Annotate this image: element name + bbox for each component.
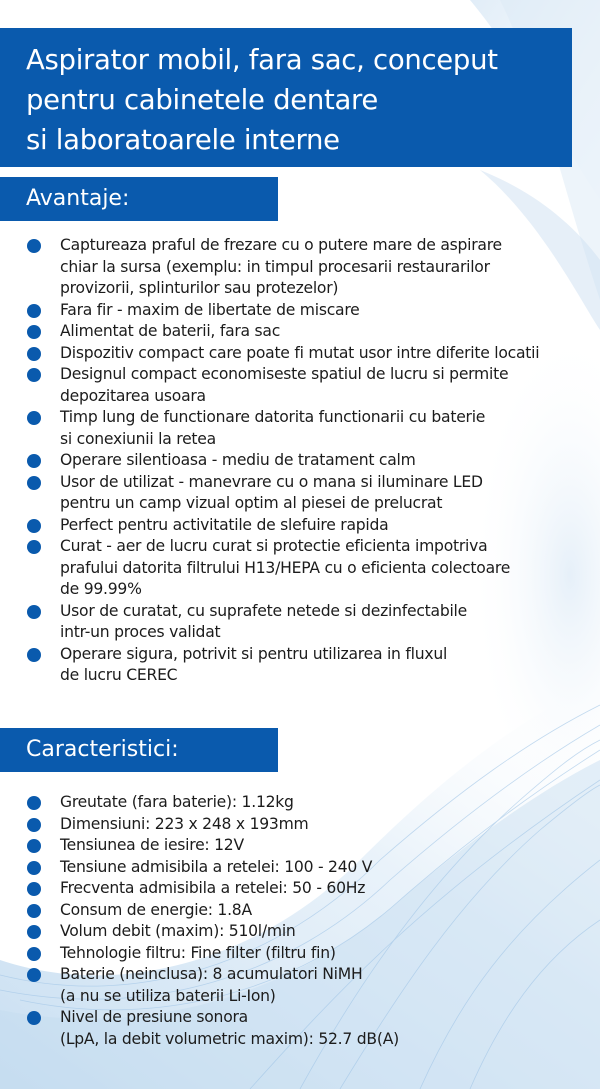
bullet-icon	[27, 947, 41, 961]
bullet-icon	[27, 648, 41, 662]
item-text: (LpA, la debit volumetric maxim): 52.7 dB(A)	[60, 1029, 399, 1048]
bullet-icon	[27, 411, 41, 425]
item-text: Captureaza praful de frezare cu o putere mare de aspirare	[60, 236, 502, 254]
section-heading-label: Avantaje:	[26, 186, 130, 211]
item-text: Usor de utilizat - manevrare cu o mana si iluminare LED	[60, 472, 483, 491]
title-line: pentru cabinetele dentare	[26, 84, 379, 116]
item-text: Greutate (fara baterie): 1.12kg	[60, 793, 294, 811]
bullet-icon	[27, 540, 41, 554]
bullet-icon	[27, 454, 41, 468]
item-text: Baterie (neinclusa): 8 acumulatori NiMH	[60, 965, 363, 983]
item-text: (a nu se utiliza baterii Li-Ion)	[60, 986, 276, 1005]
title-line: Aspirator mobil, fara sac, conceput	[26, 44, 498, 76]
list-item	[0, 943, 399, 965]
item-text: si conexiunii la retea	[60, 429, 216, 448]
item-text: depozitarea usoara	[60, 386, 206, 405]
list-item	[0, 835, 399, 857]
bullet-icon	[27, 861, 41, 875]
list-item	[0, 321, 539, 343]
bullet-icon	[27, 968, 41, 982]
item-text: Frecventa admisibila a retelei: 50 - 60Hz	[60, 879, 366, 897]
bullet-icon	[27, 796, 41, 810]
item-text: Volum debit (maxim): 510l/min	[60, 922, 296, 940]
bullet-icon	[27, 476, 41, 490]
list-item	[0, 472, 539, 515]
list-item	[0, 900, 399, 922]
list-item	[0, 343, 539, 365]
item-text: Tensiune admisibila a retelei: 100 - 240 V	[60, 857, 373, 876]
item-text: Tehnologie filtru: Fine filter (filtru fin)	[60, 943, 336, 962]
item-text: de lucru CEREC	[60, 666, 178, 684]
list-item	[0, 300, 539, 322]
bullet-icon	[27, 325, 41, 339]
bullet-icon	[27, 925, 41, 939]
item-text: Alimentat de baterii, fara sac	[60, 322, 281, 340]
bullet-icon	[27, 347, 41, 361]
bullet-icon	[27, 904, 41, 918]
bullet-icon	[27, 882, 41, 896]
list-item	[0, 601, 539, 644]
item-text: Consum de energie: 1.8A	[60, 900, 252, 919]
section-heading-specifications	[0, 728, 278, 772]
title-line: si laboratoarele interne	[26, 124, 340, 156]
item-text: intr-un proces validat	[60, 623, 221, 641]
list-item	[0, 964, 399, 1007]
bullet-icon	[27, 839, 41, 853]
bullet-icon	[27, 368, 41, 382]
item-text: Perfect pentru activitatile de slefuire rapida	[60, 515, 389, 534]
advantages-list	[0, 235, 539, 687]
list-item	[0, 364, 539, 407]
list-item	[0, 515, 539, 537]
list-item	[0, 536, 539, 601]
item-text: Designul compact economiseste spatiul de lucru si permite	[60, 365, 509, 383]
item-text: Timp lung de functionare datorita functionarii cu baterie	[60, 408, 486, 426]
list-item	[0, 857, 399, 879]
list-item	[0, 878, 399, 900]
item-text: Operare silentioasa - mediu de tratament calm	[60, 451, 416, 469]
list-item	[0, 450, 539, 472]
item-text: Tensiunea de iesire: 12V	[60, 836, 244, 854]
specifications-list	[0, 792, 399, 1050]
item-text: pentru un camp vizual optim al piesei de prelucrat	[60, 494, 443, 512]
list-item	[0, 407, 539, 450]
bullet-icon	[27, 605, 41, 619]
list-item	[0, 644, 539, 687]
item-text: Dimensiuni: 223 x 248 x 193mm	[60, 814, 309, 833]
list-item	[0, 792, 399, 814]
title-banner	[0, 28, 572, 167]
bullet-icon	[27, 519, 41, 533]
bullet-icon	[27, 304, 41, 318]
list-item	[0, 235, 539, 300]
list-item	[0, 814, 399, 836]
item-text: prafului datorita filtrului H13/HEPA cu o eficienta colectoare	[60, 558, 511, 577]
item-text: Operare sigura, potrivit si pentru utilizarea in fluxul	[60, 644, 448, 663]
item-text: chiar la sursa (exemplu: in timpul procesarii restaurarilor	[60, 257, 490, 276]
bullet-icon	[27, 239, 41, 253]
bullet-icon	[27, 1011, 41, 1025]
item-text: Curat - aer de lucru curat si protectie eficienta impotriva	[60, 537, 488, 555]
list-item	[0, 1007, 399, 1050]
section-heading-advantages	[0, 177, 278, 221]
item-text: provizorii, splinturilor sau protezelor)	[60, 279, 339, 297]
item-text: de 99.99%	[60, 580, 142, 598]
bullet-icon	[27, 818, 41, 832]
section-heading-label: Caracteristici:	[26, 737, 179, 762]
item-text: Dispozitiv compact care poate fi mutat usor intre diferite locatii	[60, 343, 540, 362]
item-text: Nivel de presiune sonora	[60, 1008, 248, 1026]
list-item	[0, 921, 399, 943]
item-text: Usor de curatat, cu suprafete netede si dezinfectabile	[60, 601, 467, 620]
item-text: Fara fir - maxim de libertate de miscare	[60, 300, 360, 319]
